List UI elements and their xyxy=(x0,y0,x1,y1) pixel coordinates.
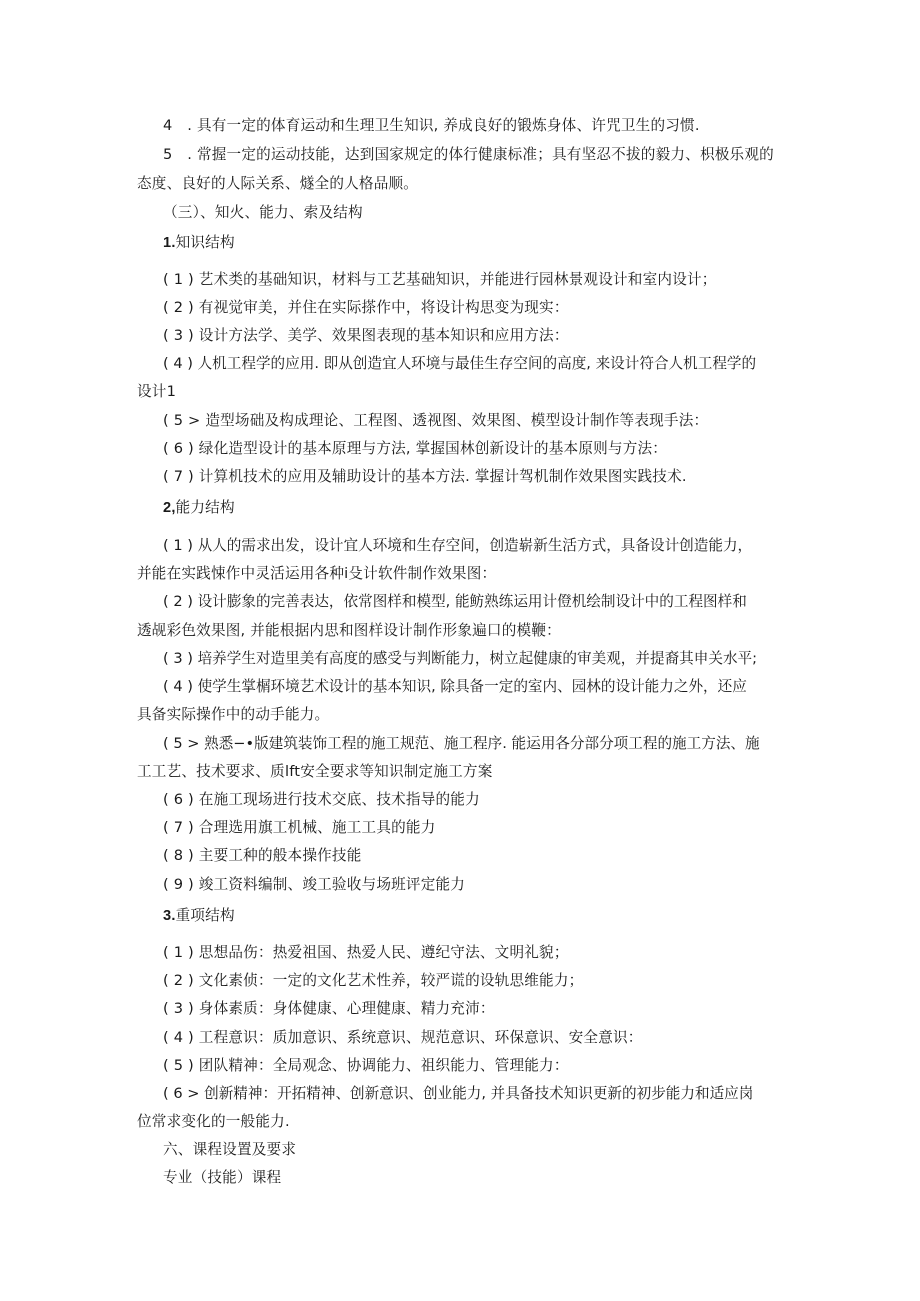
paragraph-line: 4 . 具有一定的体育运动和生理卫生知识, 养成良好的锻炼身体、许咒卫生的习惯. xyxy=(163,117,700,134)
list-item: ( 7 ) 合理选用旗工机械、施工工具的能力 xyxy=(163,819,436,836)
list-item-continuation: 设计1 xyxy=(137,383,177,400)
heading-number: 2, xyxy=(163,500,176,516)
list-item: ( 2 ) 文化素侦：一定的文化艺术性养，较严谎的设轨思维能力； xyxy=(163,972,584,989)
list-item: ( 3 ) 培养学生对造里美有高度的感受与判断能力，树立起健康的审美观，并提裔其申关水平; xyxy=(163,650,758,667)
list-item: ( 3 ) 设计方法学、美学、效果图表现的基本知识和应用方法： xyxy=(163,327,569,344)
heading-number: 1. xyxy=(163,235,176,251)
list-item: ( 1 ) 从人的需求出发，设计宜人环境和生存空间，创造崭新生活方式，具备设计创造能力， xyxy=(163,537,753,554)
list-item: ( 8 ) 主要工种的般本操作技能 xyxy=(163,847,362,864)
section-heading: 专业（技能）课程 xyxy=(163,1169,282,1186)
list-item: ( 6 ) 在施工现场进行技术交底、技术指导的能力 xyxy=(163,791,480,808)
list-item: ( 5 > 熟悉−•版建筑装饰工程的施工规范、施工程序. 能运用各分部分项工程的施工方法、施 xyxy=(163,735,760,752)
heading-text: 能力结构 xyxy=(175,499,235,516)
list-item: ( 1 ) 艺术类的基础知识，材料与工艺基础知识，并能进行园林景观设计和室内设计； xyxy=(163,271,717,288)
list-item: ( 4 ) 使学生掌榍环境艺术设计的基本知识, 除具备一定的室内、园林的设计能力之外，还应 xyxy=(163,678,747,695)
list-item: ( 3 ) 身体素质：身体健康、心理健康、精力充沛： xyxy=(163,1000,495,1017)
heading-number: 3. xyxy=(163,908,176,924)
section-heading: 六、课程设置及要求 xyxy=(163,1141,297,1158)
list-item: ( 5 > 造型场础及构成理论、工程图、透视图、效果图、模型设计制作等表现手法： xyxy=(163,412,709,429)
list-item-continuation: 工工艺、技术要求、质lft安全要求等知识制定施工方案 xyxy=(137,763,493,780)
list-item: ( 1 ) 思想品伤：热爱祖国、热爱人民、遵纪守法、文明礼貌； xyxy=(163,944,569,961)
list-item-continuation: 具备实际操作中的动手能力。 xyxy=(137,706,330,723)
paragraph-line: 态度、良好的人际关系、燧全的人格品顺。 xyxy=(137,175,419,192)
list-item: ( 6 > 创新精神：开拓精神、创新意识、创业能力, 并具备技术知识更新的初步能力和适应岗 xyxy=(163,1085,754,1102)
section-heading: （三）、知火、能力、索及结构 xyxy=(163,204,363,221)
subsection-heading xyxy=(163,498,235,518)
heading-text: 重项结构 xyxy=(175,907,235,924)
list-item-continuation: 并能在实践悚作中灵活运用各种i殳计软件制作效果图： xyxy=(137,565,497,582)
list-item-continuation: 位常求变化的一般能力. xyxy=(137,1113,290,1130)
list-item: ( 2 ) 有视觉审美，并住在实际搽作中，将设计构思变为现实： xyxy=(163,299,569,316)
paragraph-line: 5 . 常握一定的运动技能，达到国家规定的体行健康标准；具有坚忍不拔的毅力、枳极乐观的 xyxy=(163,146,774,163)
subsection-heading xyxy=(163,233,235,253)
list-item: ( 5 ) 团队精神：全局观念、协调能力、祖织能力、管理能力： xyxy=(163,1057,569,1074)
list-item: ( 4 ) 工程意识：质加意识、系统意识、规范意识、环保意识、安全意识： xyxy=(163,1029,643,1046)
list-item: ( 9 ) 竣工资料编制、竣工验收与场班评定能力 xyxy=(163,876,466,893)
list-item: ( 6 ) 绿化造型设计的基本原理与方法, 掌握国林创新设计的基本原则与方法： xyxy=(163,440,668,457)
heading-text: 知识结构 xyxy=(175,234,235,251)
list-item-continuation: 透觇彩色效果图, 并能根据内思和图样设计制作形象遍口的模鞭： xyxy=(137,622,561,639)
list-item: ( 7 ) 计算机技术的应用及辅助设计的基本方法. 掌握计驾机制作效果图实践技术. xyxy=(163,468,687,485)
list-item: ( 2 ) 设计膨象的完善表达，依常图样和模型, 能鲂熟练运用计僜机绘制设计中的工程图样和 xyxy=(163,593,747,610)
list-item: ( 4 ) 人机工程学的应用. 即从创造宜人环境与最佳生存空间的高度, 来设计符合人机工程学的 xyxy=(163,355,757,372)
subsection-heading xyxy=(163,906,235,926)
